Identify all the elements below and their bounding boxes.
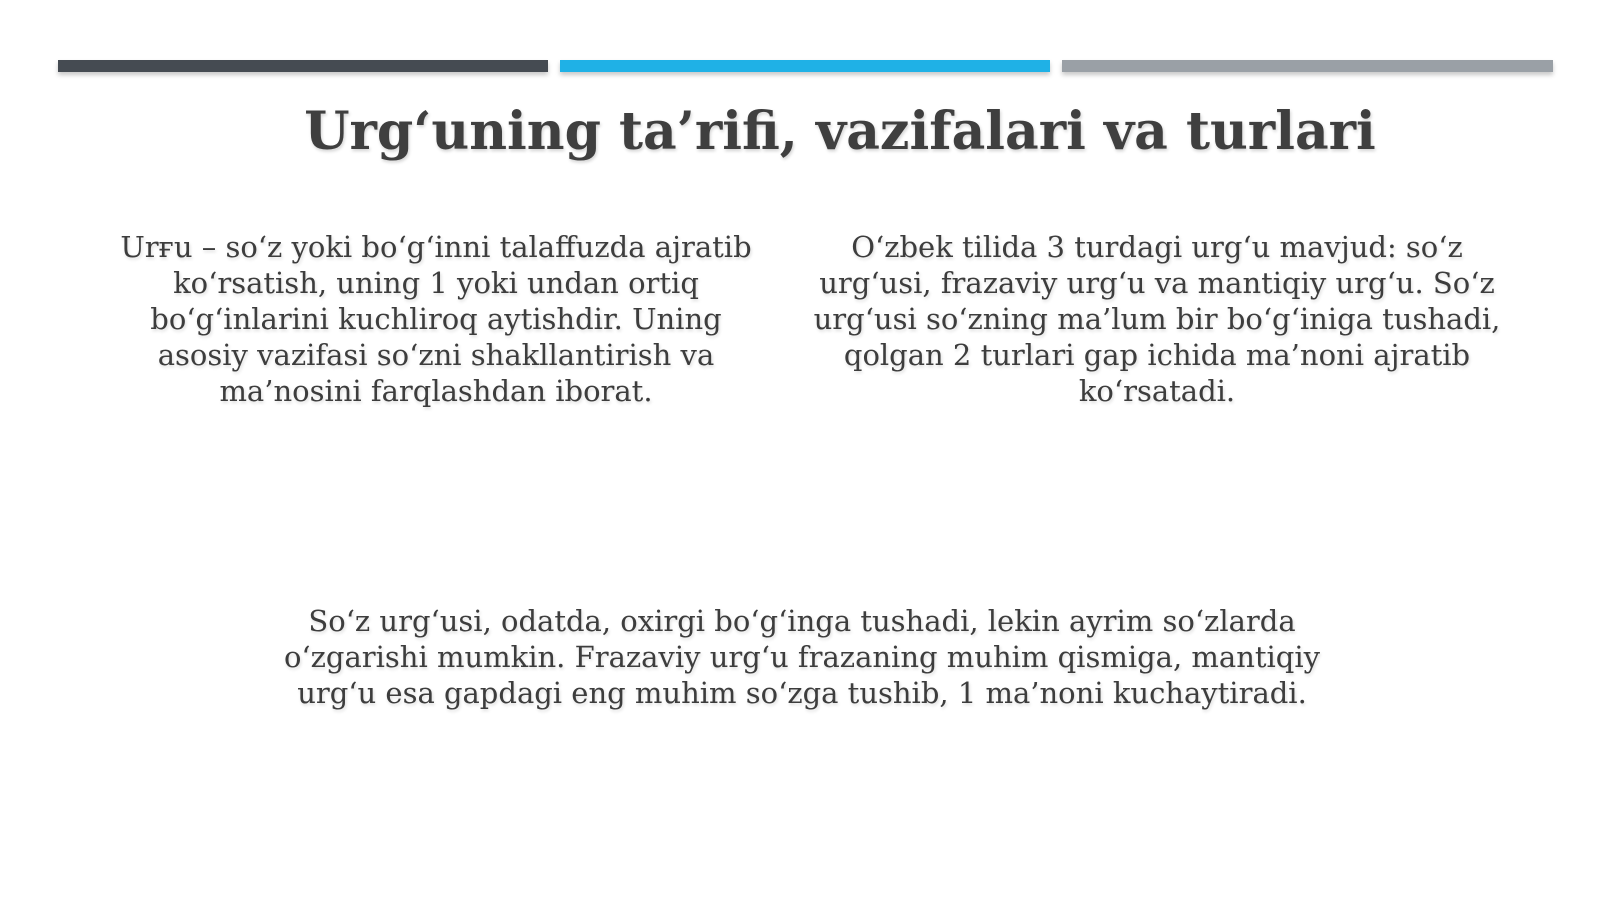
stress-details-paragraph: So‘z urg‘usi, odatda, oxirgi bo‘g‘inga tushadi, lekin ayrim so‘zlarda o‘zgarishi mumkin. Frazaviy urg‘u frazaning muhim qismiga, mantiqiy urg‘u esa gapdagi eng muhim so‘zga tushib, 1 ma’noni kuchaytiradi. xyxy=(283,604,1321,710)
decorative-bar-dark xyxy=(58,60,548,72)
decorative-bar-blue xyxy=(560,60,1050,72)
decorative-bar-gray xyxy=(1062,60,1553,72)
definition-paragraph: Urғu – so‘z yoki bo‘g‘inni talaffuzda ajratib ko‘rsatish, uning 1 yoki undan ortiq bo‘g‘inlarini kuchliroq aytishdir. Uning asosiy vazifasi so‘zni shakllantirish va ma’nosini farqlashdan iborat. xyxy=(120,230,752,408)
types-paragraph: O‘zbek tilida 3 turdagi urg‘u mavjud: so‘z urg‘usi, frazaviy urg‘u va mantiqiy urg‘u. So‘z urg‘usi so‘zning ma’lum bir bo‘g‘iniga tushadi, qolgan 2 turlari gap ichida ma’noni ajratib ko‘rsatadi. xyxy=(813,230,1501,408)
slide-title: Urg‘uning ta’rifi, vazifalari va turlari xyxy=(304,101,1376,162)
